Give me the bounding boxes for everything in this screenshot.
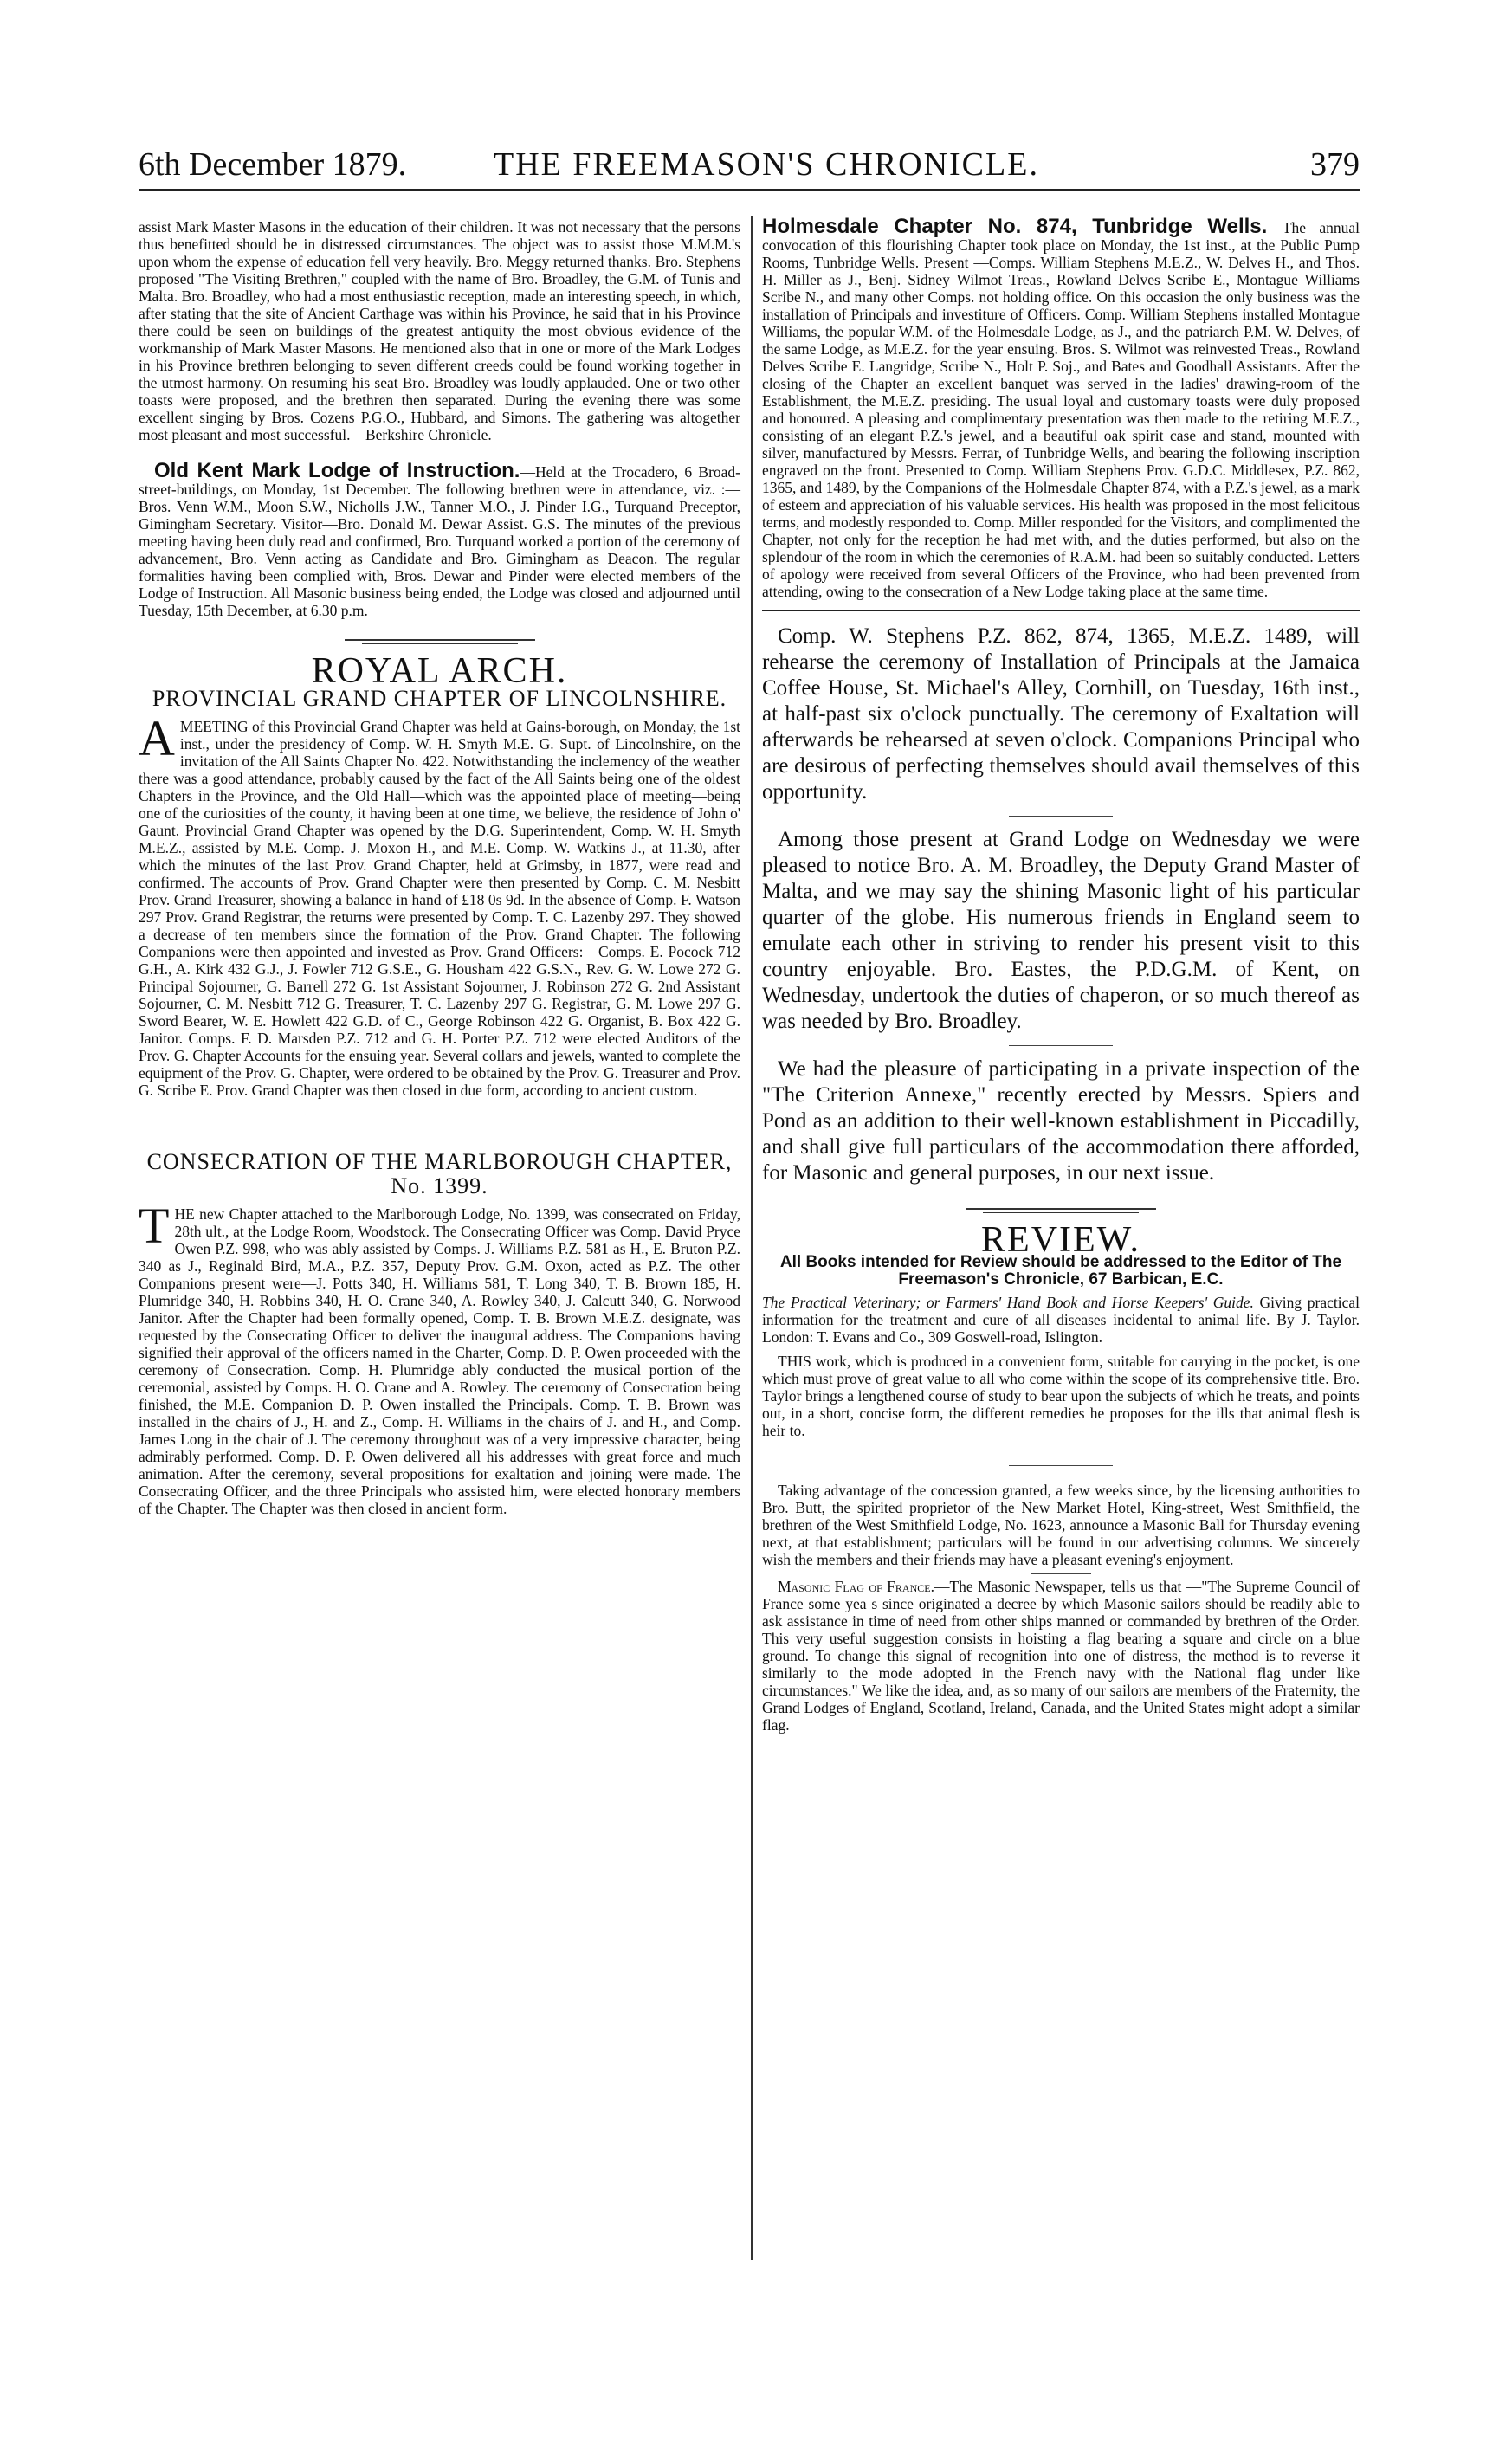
drop-cap-a: A <box>139 710 175 766</box>
holmesdale-heading: Holmesdale Chapter No. 874, Tunbridge Wells. <box>762 215 1268 238</box>
book-description: Giving practical information for the treatment and cure of all diseases incidental to animal life. By J. Taylor. London: T. Evans and Co., 309 Goswell-road, Islington. <box>762 1294 1360 1346</box>
review-address-note: All Books intended for Review should be addressed to the Editor of The Freemason's Chronicle, 67 Barbican, E.C. <box>779 1253 1342 1289</box>
short-separator <box>1009 1045 1113 1046</box>
old-kent-lodge-heading: Old Kent Mark Lodge of Instruction. <box>154 459 520 482</box>
book-title: The Practical Veterinary; or Farmers' Hand Book and Horse Keepers' Guide. <box>762 1294 1254 1311</box>
masonic-flag-body: —The Masonic Newspaper, tells us that —"The Supreme Council of France some yea s since originated a decree by which Masonic sailors should be readily able to ask assistance in time of need from other ships manned or commanded by brethren of the Order. This very useful suggestion consists in hoisting a flag bearing a square and circle on a blue ground. To change this signal of recognition into one of distress, the method is to reverse it similarly to the mode adopted in the French navy with the National flag under like circumstances." We like the idea, and, as so many of our sailors are members of the Fraternity, the Grand Lodges of England, Scotland, Ireland, Canada, and the United States might adopt a similar flag. <box>762 1578 1360 1734</box>
holmesdale-body: —The annual convocation of this flourishing Chapter took place on Monday, the 1st inst., at the Public Pump Rooms, Tunbridge Wells. Present —Comps. William Stephens M.E.Z., W. Delves H., and Thos. H. Miller as J., Benj. Sidney Wilmot Treas., Rowland Delves Scribe E., Montague Williams Scribe N., and many other Comps. not holding office. On this occasion the only business was the installation of Principals and investiture of Officers. Comp. William Stephens installed Montague Williams, the popular W.M. of the Holmesdale Lodge, as J., and the patriarch P.M. W. Delves, of the same Lodge, as M.E.Z. for the year ensuing. Bros. S. Wilmot was reinvested Treas., Rowland Delves Scribe E. Langridge, Scribe N., Holt P. Soj., and Bates and Goodhall Assistants. After the closing of the Chapter an excellent banquet was served in the ladies' drawing-room of the Establishment, the M.E.Z. presiding. The usual loyal and customary toasts were duly proposed and honoured. A pleasing and complimentary presentation was then made to the retiring M.E.Z., consisting of an elegant P.Z.'s jewel, and a beautiful oak spirit case and stand, mounted with silver, manufactured by Messrs. Ferrar, of Tunbridge Wells, and bearing the following inscription engraved on the front. Presented to Comp. William Stephens Prov. G.D.C. Middlesex, P.Z. 862, 1365, and 1489, by the Companions of the Holmesdale Chapter 874, with a P.Z.'s jewel, as a mark of esteem and appreciation of his valuable services. His health was proposed in the most felicitous terms, and modestly responded to. Comp. Miller responded for the Visitors, and complimented the Chapter, not only for the reception he had met with, and the duties performed, but also on the splendour of the room in which the ceremonies of R.A.M. had been so suitably conducted. Letters of apology were received from several Officers of the Province, who had been prevented from attending, owing to the consecration of a New Lodge taking place at the same time. <box>762 219 1360 600</box>
holmesdale-paragraph <box>762 215 1360 600</box>
notices-block <box>762 623 1360 1186</box>
book-entry <box>762 1294 1360 1346</box>
short-separator <box>1009 1465 1113 1466</box>
consecration-heading: CONSECRATION OF THE MARLBOROUGH CHAPTER, No. 1399. <box>146 1149 733 1198</box>
header-rule <box>139 189 1360 191</box>
section-separator <box>966 1205 1156 1218</box>
short-separator <box>1031 1573 1091 1574</box>
grand-lodge-notice: Among those present at Grand Lodge on Wednesday we were pleased to notice Bro. A. M. Broadley, the Deputy Grand Master of Malta, and we may say the shining Masonic light of his particular quarter of the globe. His numerous friends in England seem to emulate each other in striving to render his present visit to this country enjoyable. Bro. Eastes, the P.D.G.M. of Kent, on Wednesday, undertook the duties of chaperon, or so much thereof as was needed by Bro. Broadley. <box>762 828 1360 1033</box>
page-number: 379 <box>1310 146 1360 183</box>
old-kent-lodge-paragraph <box>139 459 740 619</box>
section-separator <box>345 636 535 649</box>
masonic-flag-paragraph <box>762 1578 1360 1734</box>
short-separator <box>1009 816 1113 817</box>
publication-title: THE FREEMASON'S CHRONICLE. <box>494 146 1039 183</box>
criterion-annexe-notice: We had the pleasure of participating in a private inspection of the "The Criterion Annexe," recently erected by Messrs. Spiers and Pond as an addition to their well-known establishment in Piccadilly, and shall give full particulars of the accommodation there afforded, for Masonic and general purposes, in our next issue. <box>762 1057 1360 1185</box>
column-divider <box>751 216 753 2260</box>
pgc-body-text: MEETING of this Provincial Grand Chapter was held at Gains-borough, on Monday, the 1st inst., under the presidency of Comp. W. H. Smyth M.E. G. Supt. of Lincolnshire, on the invitation of the All Saints Chapter No. 422. Notwithstanding the inclemency of the weather there was a good attendance, probably caused by the fact of the All Saints being one of the oldest Chapters in the Province, and the Old Hall—which was the appointed place of meeting—being one of the curiosities of the county, it having been at one time, we believe, the residence of John o' Gaunt. Provincial Grand Chapter was opened by the D.G. Superintendent, Comp. W. H. Smyth M.E.Z., assisted by M.E. Comp. J. Moxon H., and M.E. Comp. W. Watkins J., at 11.30, after which the minutes of the last Prov. Grand Chapter, held at Grimsby, in 1877, were read and confirmed. The accounts of Prov. Grand Chapter were then presented by Comp. C. M. Nesbitt Prov. Grand Treasurer, showing a balance in hand of £18 0s 9d. In the absence of Comp. F. Watson 297 Prov. Grand Registrar, the returns were presented by Comp. T. C. Lazenby 297. They showed a decrease of ten members since the formation of the Prov. Grand Chapter. The following Companions were then appointed and invested as Prov. Grand Officers:—Comps. E. Pocock 712 G.H., A. Kirk 432 G.J., J. Fowler 712 G.S.E., G. Housham 422 G.S.N., Rev. G. W. Lowe 272 G. Principal Sojourner, G. Barrell 272 G. 1st Assistant Sojourner, J. Robinson 272 G. 2nd Assistant Sojourner, C. M. Nesbitt 712 G. Treasurer, T. C. Lazenby 297 G. Registrar, G. M. Lowe 297 G. Sword Bearer, W. E. Howlett 422 G.D. of C., George Robinson 422 G. Organist, B. Box 422 G. Janitor. Comps. F. D. Marsden P.Z. 712 and G. H. Porter P.Z. 712 were elected Auditors of the Prov. G. Chapter Accounts for the ensuing year. Several collars and jewels, wanted to complete the equipment of the Prov. G. Chapter, were ordered to be obtained by the Prov. G. Treasurer and Prov. G. Scribe E. Prov. Grand Chapter was then closed in due form, according to ancient custom. <box>139 718 740 1099</box>
review-heading: REVIEW. <box>981 1220 1140 1260</box>
issue-date: 6th December 1879. <box>139 146 407 183</box>
left-column <box>139 218 740 1517</box>
right-separator <box>762 610 1360 611</box>
review-body: THIS work, which is produced in a convenient form, suitable for carrying in the pocket, is one which must prove of great value to all who come within the scope of its comprehensive title. Bro. Taylor brings a lengthened course of study to bear upon the subjects of which he treats, and points out, in a short, concise form, the different remedies he proposes for the ills that animal flesh is heir to. <box>762 1353 1360 1439</box>
mark-masons-article-end: assist Mark Master Masons in the education of their children. It was not necessary that the persons thus benefitted should be in distressed circumstances. The object was to assist those M.M.M.'s upon whom the expense of education fell very heavily. Bro. Meggy returned thanks. Bro. Stephens proposed "The Visiting Brethren," coupled with the name of Bro. Broadley, the G.M. of Tunis and Malta. Bro. Broadley, who had a most enthusiastic reception, made an interesting speech, in which, after stating that the site of Ancient Carthage was within his Province, he said that in his Province there could be seen on buildings of the greatest antiquity the most obvious evidence of the workmanship of Mark Master Masons. He mentioned also that in one or more of the Mark Lodges in his Province brethren belonging to seven different creeds could be found working together in the utmost harmony. On resuming his seat Bro. Broadley was loudly applauded. One or two other toasts were proposed, and the brethren then separated. During the evening there was some excellent singing by Bros. Cozens P.G.O., Hubbard, and Simons. The gathering was altogether most pleasant and most successful.—Berkshire Chronicle. <box>139 218 740 443</box>
provincial-grand-chapter-heading: PROVINCIAL GRAND CHAPTER OF LINCOLNSHIRE. <box>152 686 727 711</box>
masonic-ball-notice: Taking advantage of the concession granted, a few weeks since, by the licensing authorities to Bro. Butt, the spirited proprietor of the New Market Hotel, King-street, West Smithfield, the brethren of the West Smithfield Lodge, No. 1623, announce a Masonic Ball for Thursday evening next, at that establishment; particulars will be found in our advertising columns. We sincerely wish the members and their friends may have a pleasant evening's enjoyment. <box>762 1482 1360 1568</box>
rehearsal-notice: Comp. W. Stephens P.Z. 862, 874, 1365, M.E.Z. 1489, will rehearse the ceremony of Installation of Principals at the Jamaica Coffee House, St. Michael's Alley, Cornhill, on Tuesday, 16th inst., at half-past six o'clock punctually. The ceremony of Exaltation will afterwards be rehearsed at seven o'clock. Companions Principal who are desirous of perfecting themselves should avail themselves of this opportunity. <box>762 624 1360 804</box>
royal-arch-heading: ROYAL ARCH. <box>311 651 568 691</box>
right-column <box>762 215 1360 1734</box>
masonic-flag-heading: Masonic Flag of France. <box>778 1578 934 1595</box>
page-header <box>139 145 1360 184</box>
provincial-grand-chapter-body <box>139 710 740 1099</box>
old-kent-lodge-body: —Held at the Trocadero, 6 Broad-street-buildings, on Monday, 1st December. The following brethren were in attendance, viz. :—Bros. Venn W.M., Moon S.W., Nicholls J.W., Tanner M.O., J. Pinder I.G., Turquand Preceptor, Gimingham Secretary. Visitor—Bro. Donald M. Dewar Assist. G.S. The minutes of the previous meeting having been duly read and confirmed, Bro. Turquand worked a portion of the ceremony of advancement, Bro. Venn acting as Candidate and Bro. Gimingham as Deacon. The regular formalities having been complied with, Bros. Dewar and Pinder were elected members of the Lodge of Instruction. All Masonic business being ended, the Lodge was closed and adjourned until Tuesday, 15th December, at 6.30 p.m. <box>139 463 740 619</box>
drop-cap-t: T <box>139 1198 170 1254</box>
consecration-body-text: HE new Chapter attached to the Marlborough Lodge, No. 1399, was consecrated on Friday, 28th ult., at the Lodge Room, Woodstock. The Consecrating Officer was Comp. David Pryce Owen P.Z. 998, who was ably assisted by Comps. J. Williams P.Z. 581 as H., E. Bruton P.Z. 340 as J., Reginald Bird, M.A., P.Z. 357, Deputy Prov. G.M. Oxon, acted as P.Z. The other Companions present were—J. Potts 340, H. Williams 581, T. Long 340, T. B. Brown 185, H. Plumridge 340, H. Robbins 340, H. O. Crane 340, A. Rowley 340, J. Calcutt 340, G. Norwood Janitor. After the Chapter had been formally opened, Comp. T. B. Brown M.E.Z. designate, was requested by the Consecrating Officer to deliver the inaugural address. The Companions having signified their approval of the officers named in the Charter, Comp. D. P. Owen proceeded with the ceremony of Consecration. Comp. H. Plumridge ably conducted the musical portion of the ceremonial, assisted by Comps. H. O. Crane and A. Rowley. The ceremony of Consecration being finished, the M.E. Companion D. P. Owen installed the Principals. Comp. T. B. Brown was installed in the chairs of J., H. and Z., Comp. H. Williams in the chairs of J. and H., and Comp. James Long in the chair of J. The ceremony throughout was of a very impressive character, being admirably performed. Comp. D. P. Owen delivered all his addresses with great force and much animation. After the ceremony, several propositions for exaltation and joining were made. The Consecrating Officer, and the three Principals who assisted him, were elected honorary members of the Chapter. The Chapter was then closed in ancient form. <box>139 1205 740 1517</box>
consecration-body <box>139 1198 740 1517</box>
